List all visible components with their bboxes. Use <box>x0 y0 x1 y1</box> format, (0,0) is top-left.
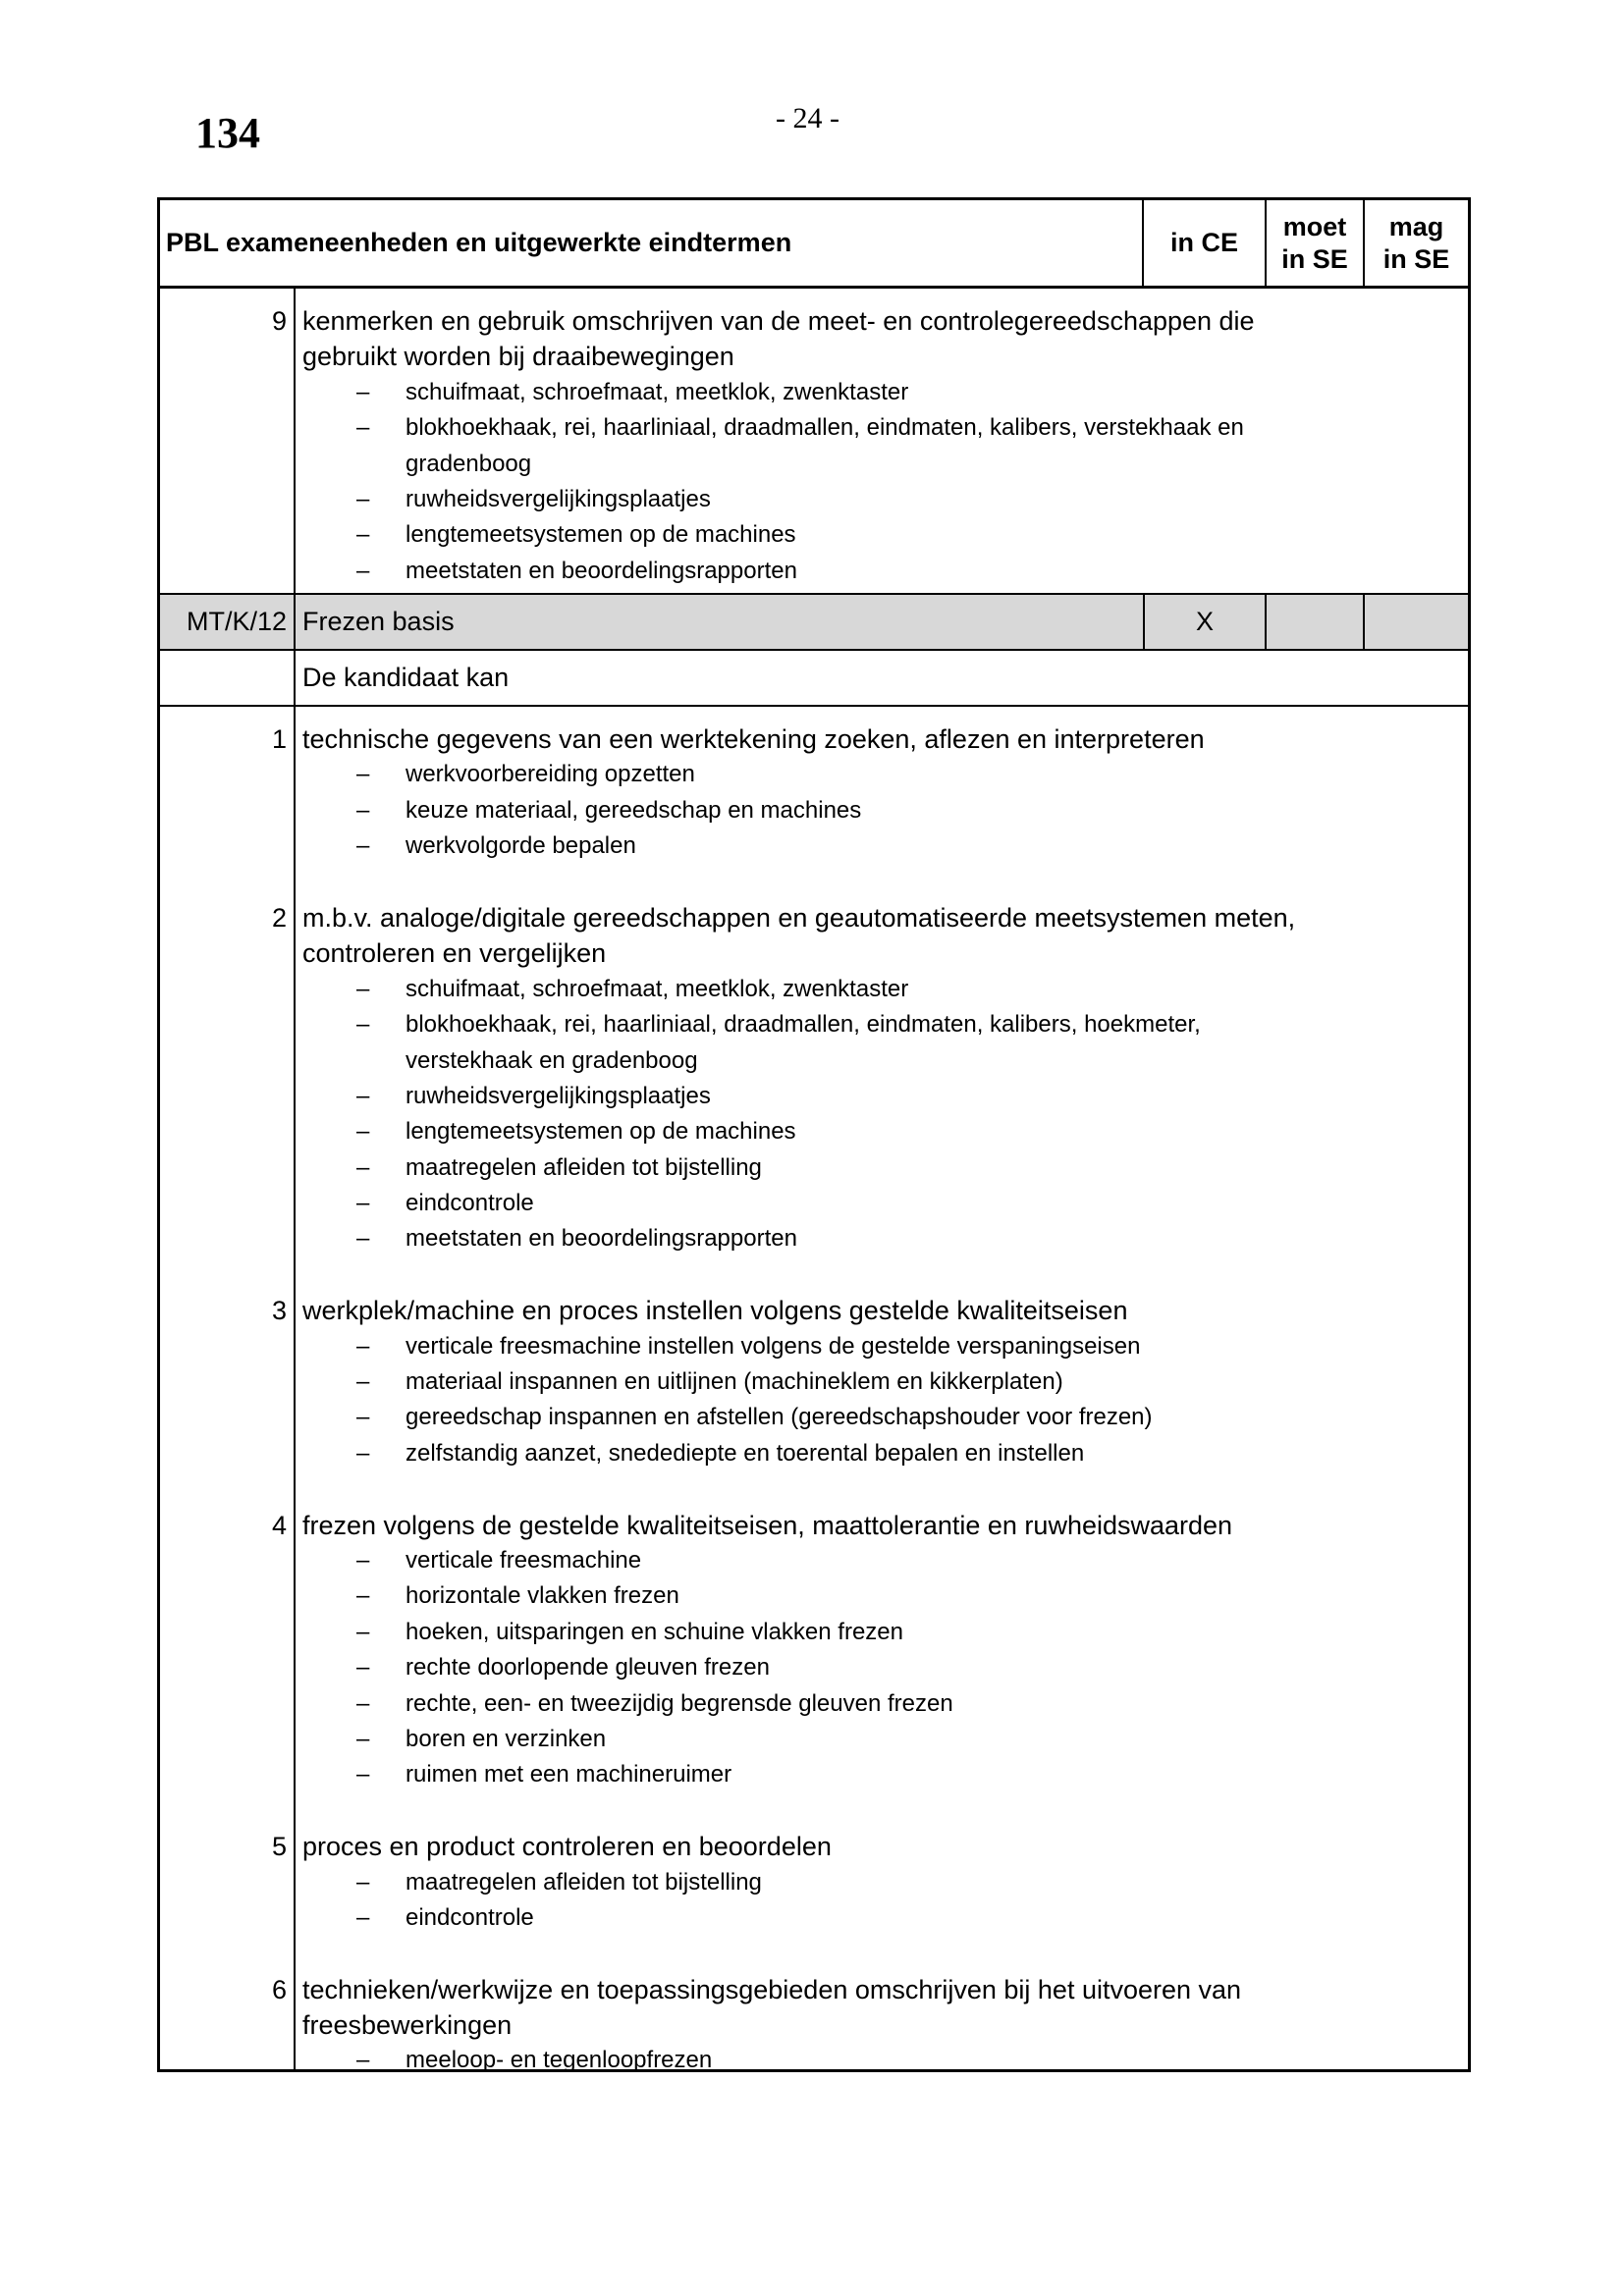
item-line: technische gegevens van een werktekening zoeken, aflezen en interpreteren <box>302 724 1205 754</box>
sub-item <box>302 828 1468 864</box>
sub-item-text: lengtemeetsystemen op de machines <box>406 1118 796 1146</box>
dash-bullet-icon: – <box>356 521 370 549</box>
items-number-column <box>160 707 294 2072</box>
dash-bullet-icon: – <box>356 1332 370 1360</box>
sub-item <box>302 1900 1468 1936</box>
dash-bullet-icon: – <box>356 1868 370 1896</box>
dash-bullet-icon: – <box>356 557 370 584</box>
dash-bullet-icon: – <box>356 1225 370 1253</box>
sub-item-text: eindcontrole <box>406 1903 534 1931</box>
unit-code: MT/K/12 <box>186 607 287 637</box>
sub-item <box>302 1079 1468 1114</box>
dash-bullet-icon: – <box>356 1689 370 1717</box>
dash-bullet-icon: – <box>356 975 370 1002</box>
item-line: werkplek/machine en proces instellen volgens gestelde kwaliteitseisen <box>302 1296 1128 1326</box>
unit-mag-in-se <box>1363 595 1468 649</box>
sub-item-text: eindcontrole <box>406 1190 534 1217</box>
item-number-text: 9 <box>271 306 287 336</box>
unit-moet-in-se <box>1265 595 1363 649</box>
sub-item-text: horizontale vlakken frezen <box>406 1582 679 1610</box>
sub-item <box>302 375 1468 410</box>
dash-bullet-icon: – <box>356 1618 370 1645</box>
unit-title: Frezen basis <box>294 595 1143 649</box>
header-mag-in-se <box>1363 200 1468 286</box>
dash-bullet-icon: – <box>356 1404 370 1431</box>
intro-text: De kandidaat kan <box>294 651 1468 705</box>
sub-item <box>302 1865 1468 1900</box>
item-number: 3 <box>271 1296 287 1326</box>
item-number <box>160 289 294 593</box>
sub-item <box>302 2043 1468 2078</box>
sub-item-text: schuifmaat, schroefmaat, meetklok, zwenktaster <box>406 975 909 1002</box>
dash-bullet-icon: – <box>356 1582 370 1610</box>
dash-bullet-icon: – <box>356 1546 370 1574</box>
table-row-intro <box>160 651 1468 707</box>
dash-bullet-icon: – <box>356 1725 370 1752</box>
sub-item <box>302 1007 1468 1042</box>
dash-bullet-icon: – <box>356 796 370 824</box>
exam-units-table <box>157 197 1471 2072</box>
header-title: PBL exameneenheden en uitgewerkte eindtermen <box>166 228 792 257</box>
sub-item-text: maatregelen afleiden tot bijstelling <box>406 1153 762 1181</box>
sub-item <box>302 517 1468 553</box>
header-in-ce: in CE <box>1142 200 1265 286</box>
sub-item-text: werkvoorbereiding opzetten <box>406 761 695 788</box>
sub-item-text: blokhoekhaak, rei, haarliniaal, draadmallen, eindmaten, kalibers, verstekhaak en <box>406 414 1244 442</box>
dash-bullet-icon: – <box>356 485 370 512</box>
sub-item <box>302 1114 1468 1149</box>
sub-item <box>302 1364 1468 1400</box>
item-line: m.b.v. analoge/digitale gereedschappen en geautomatiseerde meetsystemen meten, <box>302 902 1296 933</box>
sub-item-text: materiaal inspannen en uitlijnen (machineklem en kikkerplaten) <box>406 1368 1063 1396</box>
sub-item-text: boren en verzinken <box>406 1725 607 1752</box>
sub-item <box>302 1615 1468 1650</box>
dash-bullet-icon: – <box>356 1368 370 1396</box>
dash-bullet-icon: – <box>356 2047 370 2074</box>
dash-bullet-icon: – <box>356 761 370 788</box>
header-moet-in-se <box>1265 200 1363 286</box>
sub-item-text: rechte doorlopende gleuven frezen <box>406 1654 770 1682</box>
sub-item-text: zelfstandig aanzet, snedediepte en toerental bepalen en instellen <box>406 1439 1085 1467</box>
dash-bullet-icon: – <box>356 414 370 442</box>
item-line: frezen volgens de gestelde kwaliteitseisen, maattolerantie en ruwheidswaarden <box>302 1510 1233 1540</box>
item-number: 1 <box>271 724 287 754</box>
sub-item <box>302 1150 1468 1186</box>
item-line: proces en product controleren en beoordelen <box>302 1832 832 1862</box>
sub-item-text: ruwheidsvergelijkingsplaatjes <box>406 1082 711 1109</box>
sub-item-text: ruwheidsvergelijkingsplaatjes <box>406 485 711 512</box>
sub-item <box>302 1578 1468 1614</box>
dash-bullet-icon: – <box>356 1153 370 1181</box>
sub-item-text: meeloop- en tegenloopfrezen <box>406 2047 713 2074</box>
sub-item-text: gradenboog <box>406 450 532 477</box>
table-row-items <box>160 707 1468 2072</box>
dash-bullet-icon: – <box>356 1190 370 1217</box>
item-line: freesbewerkingen <box>302 2010 513 2041</box>
page-number: 134 <box>195 109 260 157</box>
sub-item <box>302 1543 1468 1578</box>
sub-item <box>302 482 1468 517</box>
item-line: kenmerken en gebruik omschrijven van de meet- en controlegereedschappen die <box>302 306 1255 336</box>
sub-item <box>302 1400 1468 1435</box>
header-moet-line1: moet <box>1282 211 1347 241</box>
header-mag-line1: mag <box>1388 211 1444 241</box>
sub-item-text: meetstaten en beoordelingsrapporten <box>406 557 797 584</box>
dash-bullet-icon: – <box>356 1439 370 1467</box>
dash-bullet-icon: – <box>356 1118 370 1146</box>
item-content <box>294 289 1468 593</box>
sub-item <box>302 554 1468 589</box>
table-row-unit <box>160 595 1468 651</box>
sub-item-continuation <box>302 447 1468 482</box>
table-header-row <box>160 200 1468 289</box>
sub-item-text: lengtemeetsystemen op de machines <box>406 521 796 549</box>
item-line: technieken/werkwijze en toepassingsgebieden omschrijven bij het uitvoeren van <box>302 1974 1242 2004</box>
sub-item-text: werkvolgorde bepalen <box>406 832 636 860</box>
sub-item <box>302 410 1468 446</box>
sub-item-text: blokhoekhaak, rei, haarliniaal, draadmallen, eindmaten, kalibers, hoekmeter, <box>406 1011 1201 1039</box>
unit-in-ce-mark: X <box>1143 595 1265 649</box>
sub-item <box>302 1722 1468 1757</box>
header-mag-line2: in SE <box>1382 243 1450 274</box>
dash-bullet-icon: – <box>356 1011 370 1039</box>
sub-item-text: meetstaten en beoordelingsrapporten <box>406 1225 797 1253</box>
sub-item-text: ruimen met een machineruimer <box>406 1761 732 1789</box>
sub-item <box>302 1436 1468 1471</box>
dash-bullet-icon: – <box>356 1654 370 1682</box>
sub-item <box>302 793 1468 828</box>
sub-item <box>302 1686 1468 1722</box>
dash-bullet-icon: – <box>356 1082 370 1109</box>
sub-item <box>302 1757 1468 1792</box>
sub-item <box>302 1650 1468 1685</box>
page-sub-number: - 24 - <box>776 102 839 134</box>
item-number: 6 <box>271 1974 287 2004</box>
sub-item-text: hoeken, uitsparingen en schuine vlakken frezen <box>406 1618 903 1645</box>
sub-item <box>302 757 1468 792</box>
sub-item <box>302 1221 1468 1256</box>
sub-item-text: verstekhaak en gradenboog <box>406 1046 698 1074</box>
item-number: 2 <box>271 902 287 933</box>
item-line: gebruikt worden bij draaibewegingen <box>302 342 734 372</box>
dash-bullet-icon: – <box>356 1903 370 1931</box>
sub-item-text: maatregelen afleiden tot bijstelling <box>406 1868 762 1896</box>
sub-item-text: schuifmaat, schroefmaat, meetklok, zwenktaster <box>406 378 909 405</box>
dash-bullet-icon: – <box>356 832 370 860</box>
sub-item-text: keuze materiaal, gereedschap en machines <box>406 796 862 824</box>
intro-number-empty <box>160 651 294 705</box>
header-moet-line2: in SE <box>1281 243 1348 274</box>
sub-item-text: gereedschap inspannen en afstellen (gereedschapshouder voor frezen) <box>406 1404 1153 1431</box>
sub-item-text: verticale freesmachine instellen volgens de gestelde verspaningseisen <box>406 1332 1141 1360</box>
sub-item <box>302 1186 1468 1221</box>
sub-item-continuation <box>302 1043 1468 1079</box>
item-number: 5 <box>271 1832 287 1862</box>
item-line: controleren en vergelijken <box>302 938 607 969</box>
dash-bullet-icon: – <box>356 378 370 405</box>
sub-item <box>302 1329 1468 1364</box>
item-number: 4 <box>271 1510 287 1540</box>
sub-item-text: rechte, een- en tweezijdig begrensde gleuven frezen <box>406 1689 953 1717</box>
table-row-item-9 <box>160 289 1468 595</box>
dash-bullet-icon: – <box>356 1761 370 1789</box>
items-content-column <box>294 707 1468 2072</box>
sub-item-text: verticale freesmachine <box>406 1546 642 1574</box>
sub-item <box>302 972 1468 1007</box>
